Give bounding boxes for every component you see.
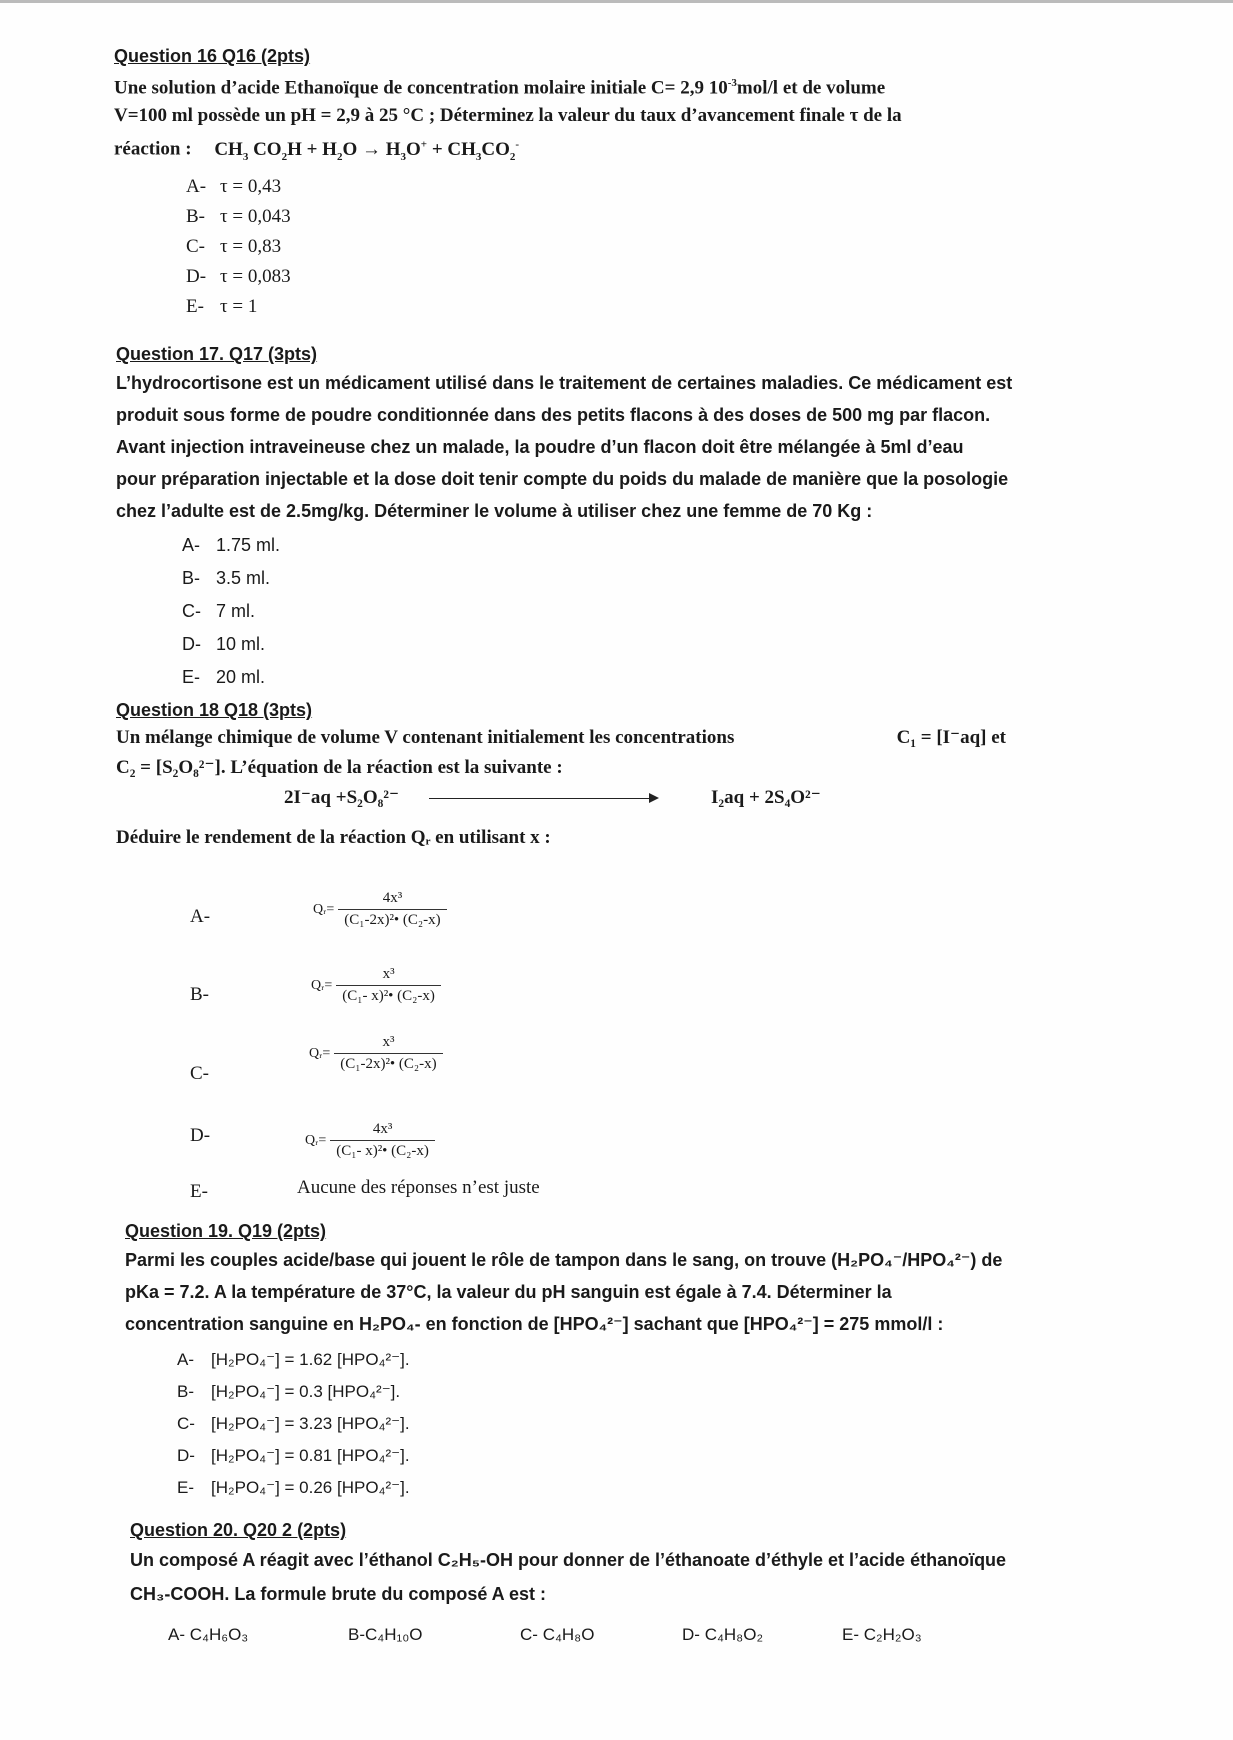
text-line: V=100 ml possède un pH = 2,9 à 25 °C ; Déterminez la valeur du taux d’avancement finale τ de la — [114, 105, 902, 127]
option-e[interactable]: E- [H₂PO₄⁻] = 0.26 [HPO₄²⁻]. — [177, 1478, 410, 1497]
text-line: Un composé A réagit avec l’éthanol C₂H₅-OH pour donner de l’éthanoate d’éthyle et l’acide éthanoïque — [130, 1550, 1007, 1570]
text-line: Déduire le rendement de la réaction Qᵣ en utilisant x : — [116, 827, 551, 848]
text-line: L’hydrocortisone est un médicament utilisé dans le traitement de certaines maladies. Ce médicament est — [116, 373, 1013, 393]
option-b[interactable]: B- [H₂PO₄⁻] = 0.3 [HPO₄²⁻]. — [177, 1382, 401, 1401]
option-a[interactable]: A- C₄H₆O₃ — [168, 1625, 249, 1644]
text-line: Une solution d’acide Ethanoïque de concentration molaire initiale C= 2,9 $10^{-3}mol/l$ et de volume — [114, 77, 886, 99]
question-title: Question 17. Q17 (3pts) — [116, 344, 318, 364]
option-c[interactable]: C- τ = 0,83 — [186, 236, 282, 258]
option-a-formula[interactable]: Qᵣ= $\frac{\text{4x³}}{\text{(C₁-2x)²• (C₂-x)}}$ — [313, 890, 447, 929]
question-text — [116, 723, 1116, 853]
options-row — [168, 1625, 1140, 1645]
option-e[interactable]: E- 20 ml. — [182, 667, 266, 687]
option-a[interactable]: A- τ = 0,43 — [186, 176, 282, 198]
question-20 — [130, 1520, 1140, 1645]
option-d[interactable]: D- C₄H₈O₂ — [682, 1625, 764, 1644]
text-line: pour préparation injectable et la dose doit tenir compte du poids du malade de manière que la posologie — [116, 469, 1009, 489]
options-list — [182, 529, 1116, 694]
question-title: Question 20. Q20 2 (2pts) — [130, 1520, 347, 1540]
question-text — [125, 1244, 1135, 1340]
question-text — [114, 69, 1114, 170]
option-d-formula[interactable]: Qᵣ= $\frac{\text{4x³}}{\text{(C₁- x)²• (C₂-x)}}$ — [305, 1121, 435, 1160]
options-list — [186, 172, 1114, 322]
text-line: réaction : $CH_3$ $CO_2H + H_2O \to H_3O^+ + CH_3CO_2^-$ — [114, 138, 520, 163]
page-top-border — [0, 0, 1233, 3]
reaction-arrow — [429, 798, 657, 799]
option-e[interactable]: E- C₂H₂O₃ — [842, 1625, 922, 1644]
option-b[interactable]: B- 3.5 ml. — [182, 568, 271, 588]
option-d-label[interactable]: D- — [190, 1125, 211, 1146]
option-c-label[interactable]: C- — [190, 1063, 209, 1084]
reaction-equation: $CH_3$ $CO_2H + H_2O \to H_3O^+ + CH_3CO_2^-$ — [214, 138, 520, 163]
option-c[interactable]: C- C₄H₈O — [520, 1625, 595, 1644]
option-e-text[interactable]: Aucune des réponses n’est juste — [297, 1177, 540, 1198]
option-d[interactable]: D- 10 ml. — [182, 634, 266, 654]
option-a[interactable]: A- 1.75 ml. — [182, 535, 281, 555]
options-list — [177, 1344, 1135, 1504]
option-b[interactable]: B- τ = 0,043 — [186, 206, 291, 228]
option-c[interactable]: C- 7 ml. — [182, 601, 256, 621]
option-a[interactable]: A- [H₂PO₄⁻] = 1.62 [HPO₄²⁻]. — [177, 1350, 410, 1369]
text-line: concentration sanguine en H₂PO₄- en fonction de [HPO₄²⁻] sachant que [HPO₄²⁻] = 275 mmol/l : — [125, 1314, 944, 1334]
option-d[interactable]: D- [H₂PO₄⁻] = 0.81 [HPO₄²⁻]. — [177, 1446, 410, 1465]
question-17 — [116, 344, 1116, 694]
question-16 — [114, 46, 1114, 322]
question-text — [116, 367, 1116, 527]
option-b[interactable]: B-C₄H₁₀O — [348, 1625, 423, 1644]
question-title: Question 19. Q19 (2pts) — [125, 1221, 327, 1241]
question-text — [130, 1543, 1140, 1611]
text-line: C₂ = [S₂O₈²⁻]. L’équation de la réaction est la suivante : — [116, 757, 563, 778]
question-title: Question 16 Q16 (2pts) — [114, 46, 311, 66]
text-line: Parmi les couples acide/base qui jouent le rôle de tampon dans le sang, on trouve (H₂PO₄⁻/HPO₄²⁻) de — [125, 1250, 1003, 1270]
option-e[interactable]: E- τ = 1 — [186, 296, 258, 318]
option-b-label[interactable]: B- — [190, 984, 209, 1005]
option-b-formula[interactable]: Qᵣ= $\frac{\text{x³}}{\text{(C₁- x)²• (C₂-x)}}$ — [311, 966, 441, 1005]
question-18 — [116, 700, 1116, 853]
option-c[interactable]: C- [H₂PO₄⁻] = 3.23 [HPO₄²⁻]. — [177, 1414, 410, 1433]
text-line: Un mélange chimique de volume V contenant initialement les concentrations C₁ = [I⁻aq] et — [116, 727, 1006, 748]
text-line: produit sous forme de poudre conditionnée dans des petits flacons à des doses de 500 mg par flacon. — [116, 405, 991, 425]
text-line: chez l’adulte est de 2.5mg/kg. Déterminer le volume à utiliser chez une femme de 70 Kg : — [116, 501, 873, 521]
option-c-formula[interactable]: Qᵣ= $\frac{\text{x³}}{\text{(C₁-2x)²• (C₂-x)}}$ — [309, 1034, 443, 1073]
option-e-label[interactable]: E- — [190, 1181, 208, 1202]
text-line: Avant injection intraveineuse chez un malade, la poudre d’un flacon doit être mélangée à 5ml d’eau — [116, 437, 964, 457]
option-d[interactable]: D- τ = 0,083 — [186, 266, 291, 288]
text-line: pKa = 7.2. A la température de 37°C, la valeur du pH sanguin est égale à 7.4. Déterminer la — [125, 1282, 892, 1302]
question-title: Question 18 Q18 (3pts) — [116, 700, 313, 720]
option-a-label[interactable]: A- — [190, 906, 211, 927]
question-19 — [125, 1221, 1135, 1504]
text-line: CH₃-COOH. La formule brute du composé A est : — [130, 1584, 547, 1604]
reaction-equation: 2I⁻aq +S₂O₈²⁻ I₂aq + 2S₄O²⁻ — [284, 787, 821, 808]
